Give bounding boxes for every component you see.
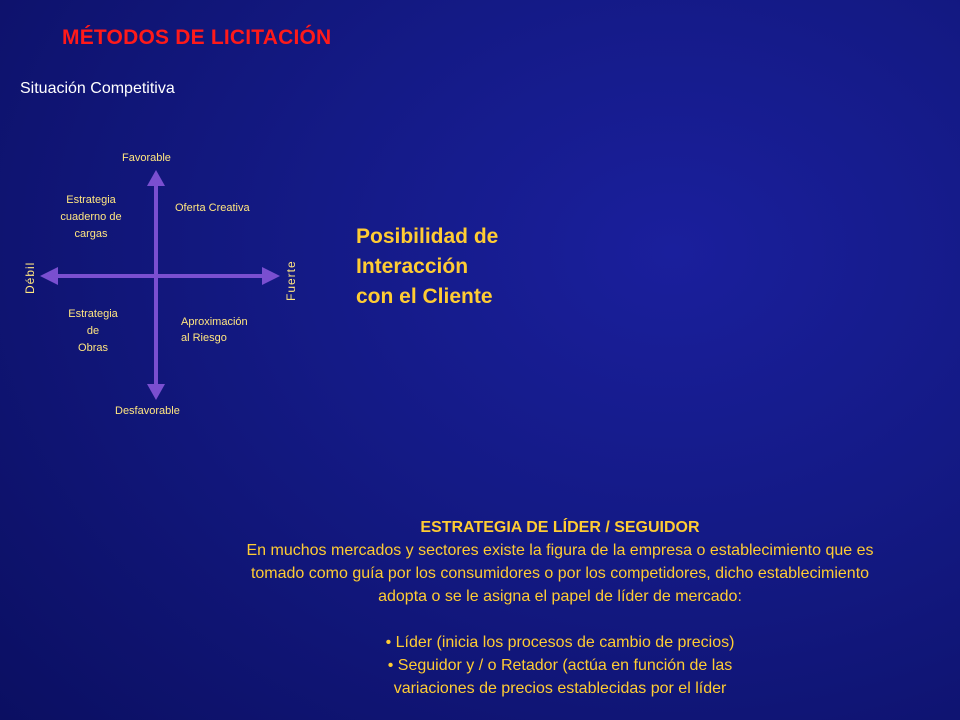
quadrant-bottom-left <box>56 306 130 357</box>
interaction-heading-line: con el Cliente <box>356 285 493 308</box>
quadrant-top-right: Oferta Creativa <box>175 202 250 214</box>
arrow-right-icon <box>262 267 280 285</box>
quadrant-top-left-line: Estrategia <box>66 194 116 206</box>
bullet-item: • Líder (inicia los procesos de cambio de precios) <box>385 634 735 651</box>
quadrant-bottom-right <box>181 314 248 346</box>
quadrant-bottom-left-line: Estrategia <box>68 308 118 320</box>
label-fuerte: Fuerte <box>284 260 298 301</box>
subtitle: Situación Competitiva <box>20 80 175 97</box>
arrow-left-icon <box>40 267 58 285</box>
interaction-heading-line: Interacción <box>356 255 469 278</box>
quadrant-bottom-right-line: Aproximación <box>181 316 248 328</box>
quadrant-top-left-line: cuaderno de <box>60 211 122 223</box>
arrow-down-icon <box>147 384 165 400</box>
quadrant-bottom-left-line: Obras <box>78 342 108 354</box>
spacer <box>180 608 940 631</box>
bullet-item: variaciones de precios establecidas por el líder <box>393 680 727 697</box>
label-desfavorable: Desfavorable <box>115 405 180 417</box>
strategy-bullets <box>180 631 940 700</box>
interaction-heading <box>356 222 586 312</box>
strategy-body <box>180 539 940 608</box>
quadrant-top-left <box>46 192 136 243</box>
interaction-heading-line: Posibilidad de <box>356 225 499 248</box>
bullet-item: • Seguidor y / o Retador (actúa en función de las <box>387 657 733 674</box>
label-favorable: Favorable <box>122 152 171 164</box>
arrow-up-icon <box>147 170 165 186</box>
quadrant-top-left-line: cargas <box>74 228 108 240</box>
strategy-title: ESTRATEGIA DE LÍDER / SEGUIDOR <box>420 519 700 536</box>
strategy-body-line: En muchos mercados y sectores existe la figura de la empresa o establecimiento que es <box>246 542 874 559</box>
page-title: MÉTODOS DE LICITACIÓN <box>62 26 332 49</box>
quadrant-bottom-left-line: de <box>86 325 100 337</box>
quadrant-bottom-right-line: al Riesgo <box>181 332 227 344</box>
strategy-section <box>180 516 940 700</box>
strategy-body-line: adopta o se le asigna el papel de líder de mercado: <box>378 588 742 605</box>
strategy-body-line: tomado como guía por los consumidores o por los competidores, dicho establecimiento <box>250 565 870 582</box>
label-debil: Débil <box>23 261 37 294</box>
